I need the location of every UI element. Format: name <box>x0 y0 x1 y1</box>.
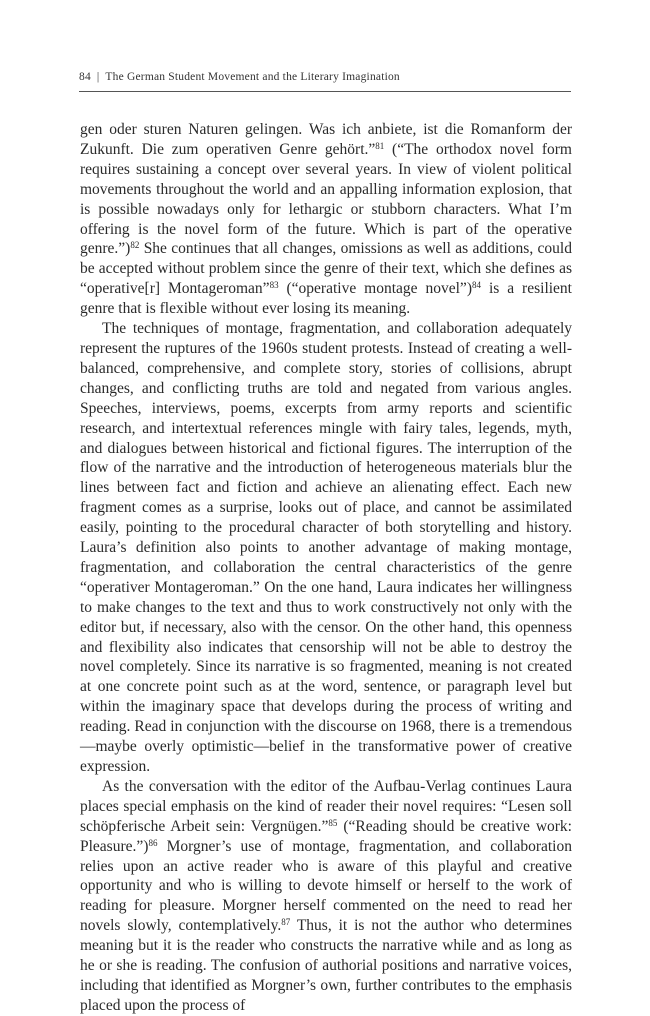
paragraph-text: (“Reading should be creative work: Pleasure.”) <box>80 817 572 855</box>
header-rule <box>79 91 571 92</box>
footnote-ref: 81 <box>375 140 385 151</box>
footnote-ref: 86 <box>148 837 158 848</box>
paragraph-text: is a resilient genre that is flexible without ever losing its meaning. <box>80 280 572 318</box>
body-text <box>80 120 572 1016</box>
paragraph-text: Thus, it is not the author who determines meaning but it is the reader who constructs the narrative while and as long as he or she is reading. The confusion of authorial positions and narrative voices, including that identified as Morgner’s own, further contributes to the emphasis placed upon the process of <box>80 917 572 1014</box>
paragraph-text: gen oder sturen Naturen gelingen. Was ich anbiete, ist die Romanform der Zukunft. Die zum operativen Genre gehört.” <box>80 121 572 158</box>
page-number: 84 <box>79 71 91 83</box>
footnote-ref: 85 <box>328 817 338 828</box>
paragraph-2 <box>80 319 572 777</box>
header-separator: | <box>96 71 100 83</box>
running-title: The German Student Movement and the Literary Imagination <box>105 71 400 83</box>
paragraph-text: (“operative montage novel”) <box>278 280 472 298</box>
footnote-ref: 84 <box>471 280 481 291</box>
paragraph-text: She continues that all changes, omissions as well as additions, could be accepted without problem since the genre of their text, which she defines as “operative[r] Montageroman” <box>80 240 572 298</box>
footnote-ref: 83 <box>269 280 279 291</box>
paragraph-text: The techniques of montage, fragmentation, and collaboration adequately represent the ruptures of the 1960s student protests. Instead of creating a well-balanced, comprehensive, and complete story, stories of collisions, abrupt changes, and conflicting truths are told and negated from various angles. Speeches, interviews, poems, excerpts from army reports and scientific research, and intertextual references mingle with fairy tales, legends, myth, and dialogues between historical and fictional figures. The interruption of the flow of the narrative and the introduction of heterogeneous materials blur the lines between fact and fiction and achieve an alienating effect. Each new fragment comes as a surprise, looks out of place, and cannot be assimilated easily, pointing to the procedural character of both storytelling and history. Laura’s definition also points to another advantage of making montage, fragmentation, and collaboration the central characteristics of the genre “operativer Montageroman.” On the one hand, Laura indicates her willingness to make changes to the text and thus to work constructively not only with the editor but, if necessary, also with the censor. On the other hand, this openness and flexibility also indicates that censorship will not be able to destroy the novel completely. Since its narrative is so fragmented, meaning is not created at one concrete point such as at the word, sentence, or paragraph level but within the imaginary space that develops during the process of writing and reading. Read in conjunction with the discourse on 1968, there is a tremendous—maybe overly optimistic—belief in the transformative power of creative expression. <box>80 320 572 775</box>
running-head <box>79 71 571 83</box>
footnote-ref: 87 <box>281 917 291 928</box>
paragraph-1 <box>80 120 572 319</box>
paragraph-text: As the conversation with the editor of the Aufbau-Verlag continues Laura places special emphasis on the kind of reader their novel requires: “Lesen soll schöpferische Arbeit sein: Vergnügen.” <box>80 777 572 835</box>
paragraph-text: (“The orthodox novel form requires sustaining a concept over several years. In view of violent political movements throughout the world and an appalling information explosion, that is possible nowadays only for lethargic or stubborn characters. What I’m offering is the novel form of the future. Which is part of the operative genre.”) <box>80 140 572 258</box>
paragraph-text: Morgner’s use of montage, fragmentation, and collaboration relies upon an active reader who is aware of this playful and creative opportunity and who is willing to devote himself or herself to the work of reading for pleasure. Morgner herself commented on the need to read her novels slowly, contemplatively. <box>80 837 572 935</box>
footnote-ref: 82 <box>130 240 140 251</box>
paragraph-3 <box>80 777 572 1016</box>
